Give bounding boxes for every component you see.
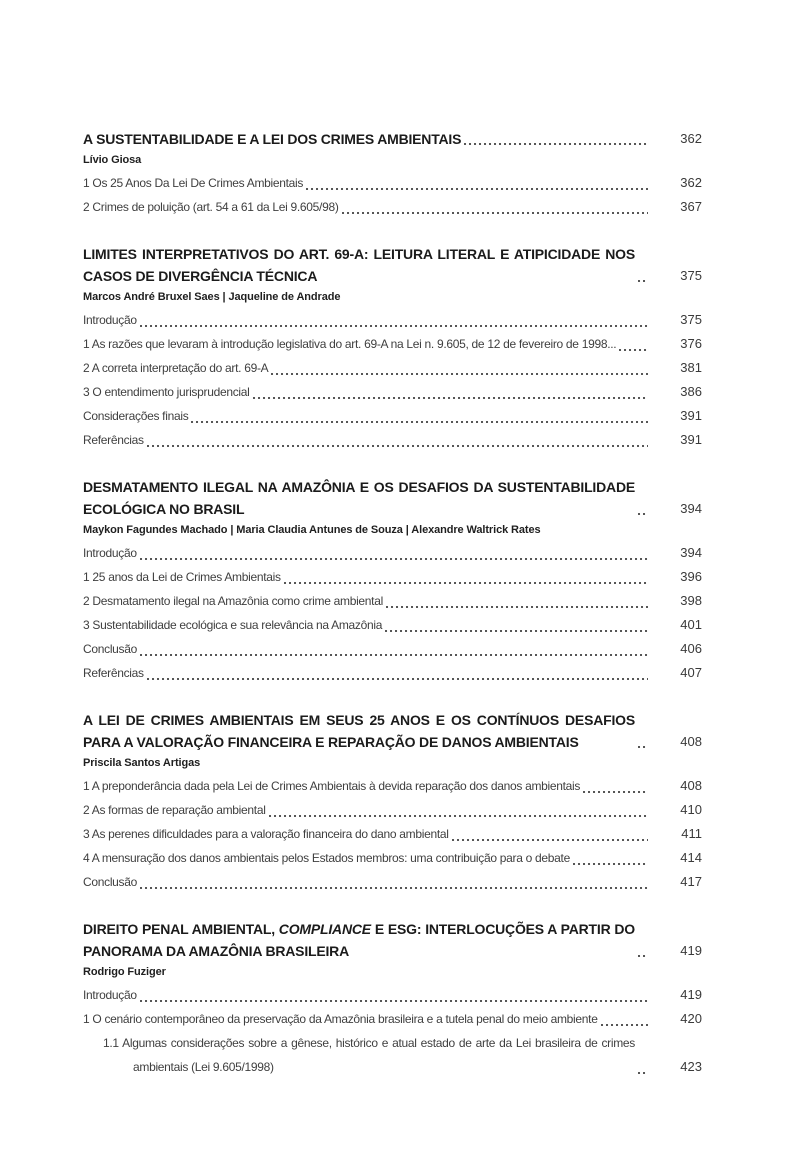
- toc-entry-row: [83, 637, 702, 661]
- page-number: 391: [680, 408, 702, 423]
- toc-entry-row: [83, 983, 702, 1007]
- section-title: [83, 243, 635, 287]
- toc-entry-row: [83, 171, 702, 195]
- entry-label: Conclusão: [83, 875, 138, 889]
- dot-leader: [269, 815, 648, 817]
- entry-label: 3 O entendimento jurisprudencial: [83, 385, 250, 399]
- dot-leader: [583, 791, 648, 793]
- toc-entry-row: [83, 798, 702, 822]
- toc-section: [83, 476, 702, 685]
- toc-section: [83, 128, 702, 219]
- section-title: [83, 128, 461, 150]
- page-number: 391: [680, 432, 702, 447]
- dot-leader: [140, 1000, 648, 1002]
- toc-entry-row: [83, 404, 702, 428]
- section-authors: Maykon Fagundes Machado | Maria Claudia Antunes de Souza | Alexandre Waltrick Rates: [83, 524, 541, 536]
- toc-entry-row: [83, 356, 702, 380]
- toc-entry-row: [83, 870, 702, 894]
- toc-entry-row: [83, 661, 702, 685]
- section-title: [83, 918, 635, 962]
- entry-label: 2 Crimes de poluição (art. 54 a 61 da Lei 9.605/98): [83, 200, 339, 214]
- dot-leader: [464, 143, 648, 145]
- entry-label: Referências: [83, 666, 144, 680]
- toc-entry-row: [83, 195, 702, 219]
- section-authors: Rodrigo Fuziger: [83, 966, 166, 978]
- dot-leader: [140, 654, 648, 656]
- section-title-text: A LEI DE CRIMES AMBIENTAIS EM SEUS 25 ANOS E OS CONTÍNUOS DESAFIOS PARA A VALORAÇÃO FINANCEIRA E REPARAÇÃO DE DANOS AMBIENTAIS: [83, 712, 635, 750]
- dot-leader: [306, 188, 648, 190]
- toc-entry-row: [83, 308, 702, 332]
- dot-leader: [191, 421, 648, 423]
- toc-entry-row: [83, 565, 702, 589]
- page-number: 362: [680, 175, 702, 190]
- toc-entry-row: [83, 846, 702, 870]
- toc-section: [83, 918, 702, 1079]
- entry-label: 3 Sustentabilidade ecológica e sua relevância na Amazônia: [83, 618, 383, 632]
- page-number: 417: [680, 874, 702, 889]
- dot-leader: [271, 373, 648, 375]
- section-title: [83, 476, 635, 520]
- entry-label: Referências: [83, 433, 144, 447]
- page-number: 407: [680, 665, 702, 680]
- page-number: 375: [680, 268, 702, 283]
- entry-label: 1 A preponderância dada pela Lei de Crimes Ambientais à devida reparação dos danos ambientais: [83, 779, 581, 793]
- entry-label: 1 25 anos da Lei de Crimes Ambientais: [83, 570, 281, 584]
- toc-entry-row: [83, 428, 702, 452]
- entry-label: 2 Desmatamento ilegal na Amazônia como crime ambiental: [83, 594, 383, 608]
- section-title-italic: COMPLIANCE: [278, 921, 371, 937]
- section-title-row: [83, 476, 702, 520]
- toc-section: [83, 243, 702, 452]
- dot-leader: [601, 1024, 648, 1026]
- dot-leader: [638, 513, 648, 515]
- entry-label: 3 As perenes dificuldades para a valoração financeira do dano ambiental: [83, 827, 449, 841]
- entry-label: 4 A mensuração dos danos ambientais pelos Estados membros: uma contribuição para o debate: [83, 851, 570, 865]
- dot-leader: [342, 212, 648, 214]
- dot-leader: [619, 349, 648, 351]
- page-number: 398: [680, 593, 702, 608]
- page-number: 411: [681, 826, 702, 841]
- page-number: 367: [680, 199, 702, 214]
- dot-leader: [253, 397, 648, 399]
- page-number: 410: [680, 802, 702, 817]
- section-title-text: A SUSTENTABILIDADE E A LEI DOS CRIMES AMBIENTAIS: [83, 131, 462, 147]
- section-title-text: DESMATAMENTO ILEGAL NA AMAZÔNIA E OS DESAFIOS DA SUSTENTABILIDADE ECOLÓGICA NO BRASIL: [83, 479, 635, 517]
- toc-entry-row: [83, 774, 702, 798]
- toc-entry-row: [83, 1007, 702, 1031]
- page-number: 401: [680, 617, 702, 632]
- toc-entry-row: [83, 1031, 702, 1079]
- section-title-text: LIMITES INTERPRETATIVOS DO ART. 69-A: LEITURA LITERAL E ATIPICIDADE NOS CASOS DE DIVERGÊNCIA TÉCNICA: [83, 246, 635, 284]
- section-title-row: [83, 709, 702, 753]
- dot-leader: [452, 839, 648, 841]
- page-number: 381: [680, 360, 702, 375]
- dot-leader: [147, 678, 648, 680]
- toc-section: [83, 709, 702, 894]
- dot-leader: [140, 887, 648, 889]
- dot-leader: [638, 280, 648, 282]
- section-title-row: [83, 918, 702, 962]
- section-authors: Marcos André Bruxel Saes | Jaqueline de Andrade: [83, 291, 341, 303]
- page-number: 414: [680, 850, 702, 865]
- page-number: 420: [680, 1011, 702, 1026]
- toc-entry-row: [83, 380, 702, 404]
- page-number: 362: [680, 131, 702, 146]
- section-authors: Lívio Giosa: [83, 154, 142, 166]
- section-title-text-post: E ESG: INTERLOCUÇÕES A PARTIR DO PANORAMA DA AMAZÔNIA BRASILEIRA: [83, 921, 635, 959]
- entry-label: Considerações finais: [83, 409, 189, 423]
- page-number: 408: [680, 734, 702, 749]
- entry-label: 1.1 Algumas considerações sobre a gênese, histórico e atual estado de arte da Lei brasileira de crimes ambientais (Lei 9.605/1998): [103, 1036, 635, 1074]
- page-number: 394: [680, 545, 702, 560]
- entry-label: 1 As razões que levaram à introdução legislativa do art. 69-A na Lei n. 9.605, de 12 de fevereiro de 1998...: [83, 337, 617, 351]
- page-number: 408: [680, 778, 702, 793]
- toc-entry-row: [83, 332, 702, 356]
- page-number: 394: [680, 501, 702, 516]
- dot-leader: [385, 630, 648, 632]
- entry-label: 1 Os 25 Anos Da Lei De Crimes Ambientais: [83, 176, 304, 190]
- toc-entry-row: [83, 589, 702, 613]
- page-number: 419: [680, 987, 702, 1002]
- dot-leader: [140, 325, 648, 327]
- entry-label: Conclusão: [83, 642, 138, 656]
- section-title-text: DIREITO PENAL AMBIENTAL,: [83, 921, 279, 937]
- entry-label: Introdução: [83, 546, 137, 560]
- page-number: 396: [680, 569, 702, 584]
- entry-label: 2 As formas de reparação ambiental: [83, 803, 266, 817]
- toc-entry-row: [83, 541, 702, 565]
- page-number: 423: [680, 1059, 702, 1074]
- dot-leader: [573, 863, 648, 865]
- section-title-row: [83, 243, 702, 287]
- page-number: 406: [680, 641, 702, 656]
- dot-leader: [638, 955, 648, 957]
- entry-label: 1 O cenário contemporâneo da preservação da Amazônia brasileira e a tutela penal do meio ambiente: [83, 1012, 598, 1026]
- page-number: 375: [680, 312, 702, 327]
- page-number: 419: [680, 943, 702, 958]
- entry-label: 2 A correta interpretação do art. 69-A: [83, 361, 269, 375]
- dot-leader: [638, 746, 648, 748]
- dot-leader: [140, 558, 648, 560]
- section-authors: Priscila Santos Artigas: [83, 757, 201, 769]
- entry-label: Introdução: [83, 313, 137, 327]
- page-number: 386: [680, 384, 702, 399]
- dot-leader: [147, 445, 648, 447]
- section-title-row: [83, 128, 702, 150]
- section-title: [83, 709, 635, 753]
- page-number: 376: [680, 336, 702, 351]
- dot-leader: [386, 606, 648, 608]
- toc-entry-row: [83, 613, 702, 637]
- toc-entry-row: [83, 822, 702, 846]
- dot-leader: [284, 582, 648, 584]
- dot-leader: [638, 1072, 648, 1074]
- entry-label: Introdução: [83, 988, 137, 1002]
